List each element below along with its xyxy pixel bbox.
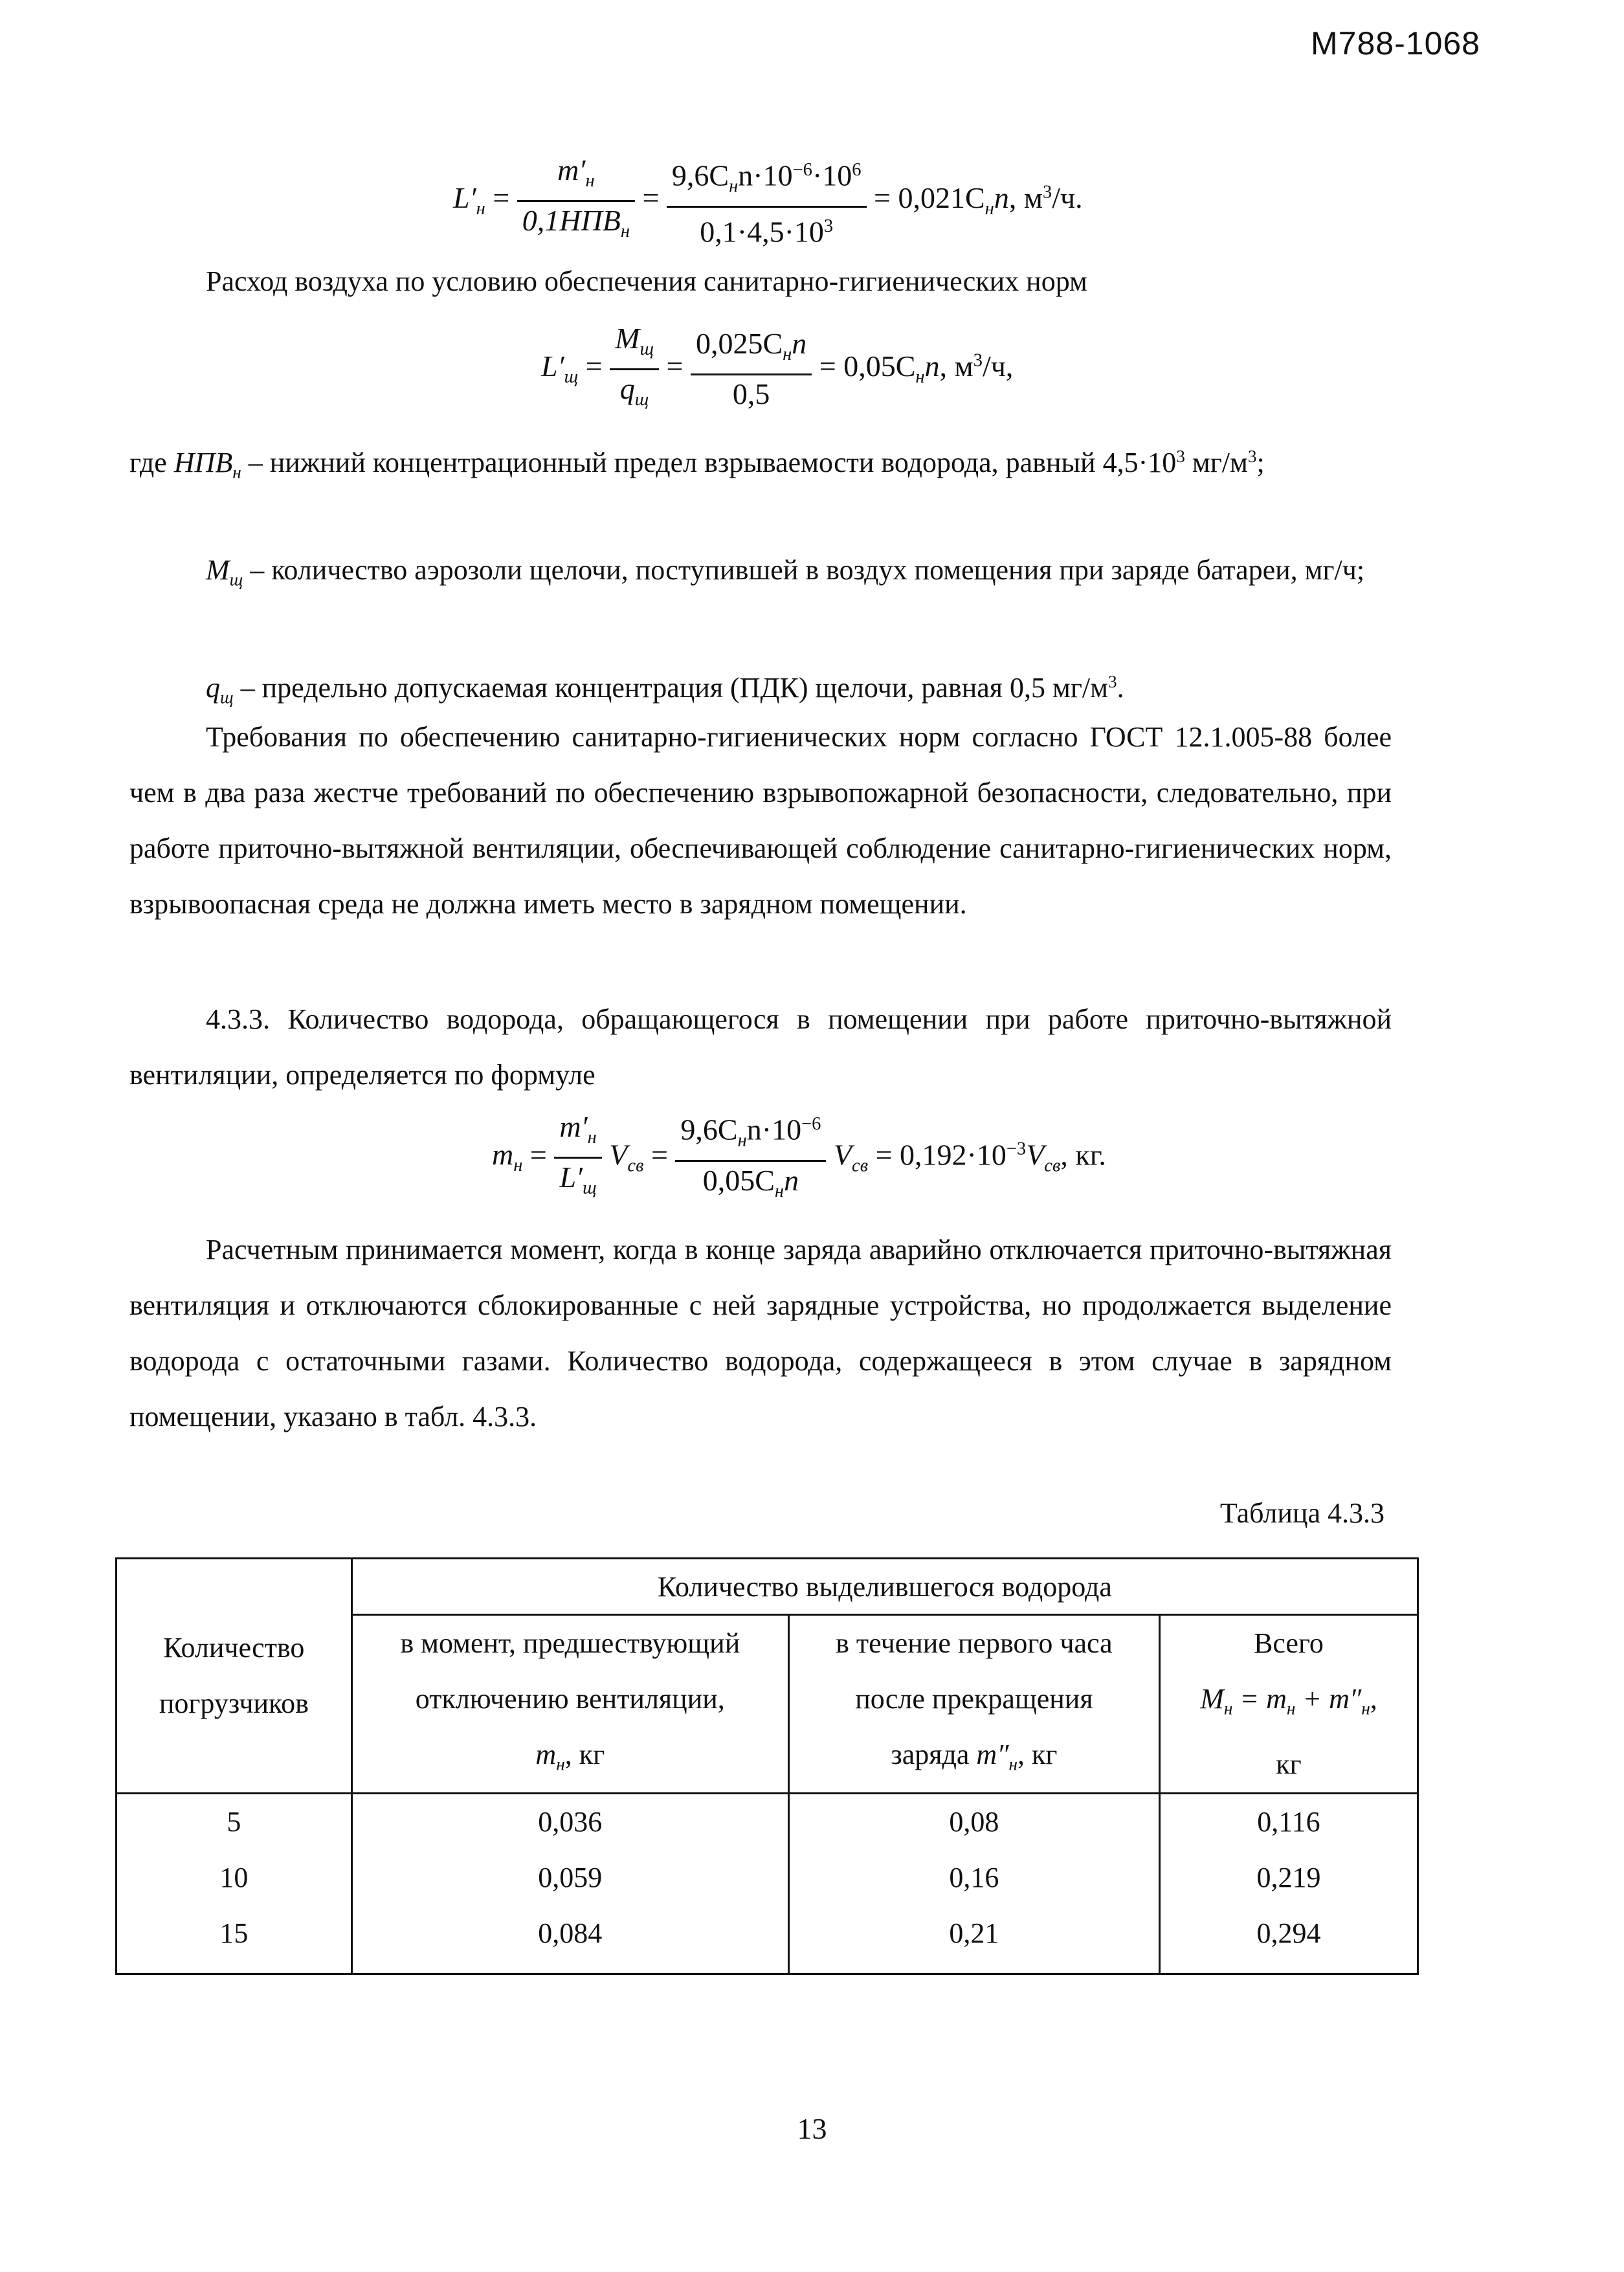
- header-loaders: Количество погрузчиков: [117, 1559, 352, 1794]
- document-code: М788-1068: [1311, 25, 1480, 61]
- table-row: 15 0,084 0,21 0,294: [117, 1906, 1418, 1974]
- table-row: 5 0,036 0,08 0,116: [117, 1793, 1418, 1850]
- paragraph-requirements: Требования по обеспечению санитарно-гигиенических норм согласно ГОСТ 12.1.005-88 более чем в два раза жестче требований по обеспечению взрывопожарной безопасности, следовательно, при работе приточно-вытяжной вентиляции, обеспечивающей соблюдение санитарно-гигиенических норм, взрывоопасная среда не должна иметь место в зарядном помещении.: [129, 721, 1392, 920]
- page-number: 13: [797, 2112, 827, 2145]
- header-hydrogen-group: Количество выделившегося водорода: [351, 1559, 1418, 1615]
- definition-q-alkali: $q_щ$ – предельно допускаемая концентрация (ПДК) щелочи, равная 0,5 $мг/м^3$.: [206, 672, 1124, 707]
- formula-sanitary: $L'_щ$ = $\frac{M_щ}{q_щ}$ = $\frac{0,025C_нn}{0,5}$ = $0,05C_нn$, $м^3/ч$,: [541, 320, 1013, 419]
- table-row: 10 0,059 0,16 0,219: [117, 1850, 1418, 1906]
- formula-air-explosion: $L'_н$ = $\frac{m'_н}{0,1НПВ_н}$ = $\frac{9,6C_нn\cdot 10^{-6}\cdot 10^6}{0,1\cdot 4,5\cdot 10^3}$ = $0,021C_нn$, $м^3/ч$.: [453, 151, 1083, 251]
- header-before-shutdown: в момент, предшествующий отключению вентиляции, $m_н$, кг: [351, 1615, 788, 1794]
- formula-hydrogen-mass: $m_н$ = $\frac{m'_н}{L'_щ}$ $V_{св}$ = $\frac{9,6C_нn\cdot 10^{-6}}{0,05C_нn}$ $V_{св} = 0,192\cdot 10^{-3}V_{св}$, кг.: [492, 1106, 1106, 1210]
- paragraph-4-3-3: 4.3.3. Количество водорода, обращающегося в помещении при работе приточно-вытяжной вентиляции, определяется по формуле: [129, 1003, 1392, 1091]
- table-caption: Таблица 4.3.3: [1219, 1497, 1385, 1529]
- paragraph-air-flow: Расход воздуха по условию обеспечения санитарно-гигиенических норм: [206, 265, 1087, 297]
- definition-npv: где $НПВ_н$ – нижний концентрационный предел взрываемости водорода, равный $4,5\cdot 10^3$ $мг/м^3$;: [129, 447, 1265, 482]
- definition-m-alkali: $M_щ$ – количество аэрозоли щелочи, поступившей в воздух помещения при заряде батареи, мг/ч;: [206, 554, 1365, 590]
- header-first-hour: в течение первого часа после прекращения заряда $m''_н$, кг: [788, 1615, 1159, 1794]
- header-total: Всего $M_н = m_н + m''_н$, кг: [1159, 1615, 1418, 1794]
- paragraph-calculation: Расчетным принимается момент, когда в конце заряда аварийно отключается приточно-вытяжная вентиляция и отключаются сблокированные с ней зарядные устройства, но продолжается выделение водорода с остаточными газами. Количество водорода, содержащееся в этом случае в зарядном помещении, указано в табл. 4.3.3.: [129, 1234, 1392, 1432]
- hydrogen-table: [115, 1557, 1419, 1975]
